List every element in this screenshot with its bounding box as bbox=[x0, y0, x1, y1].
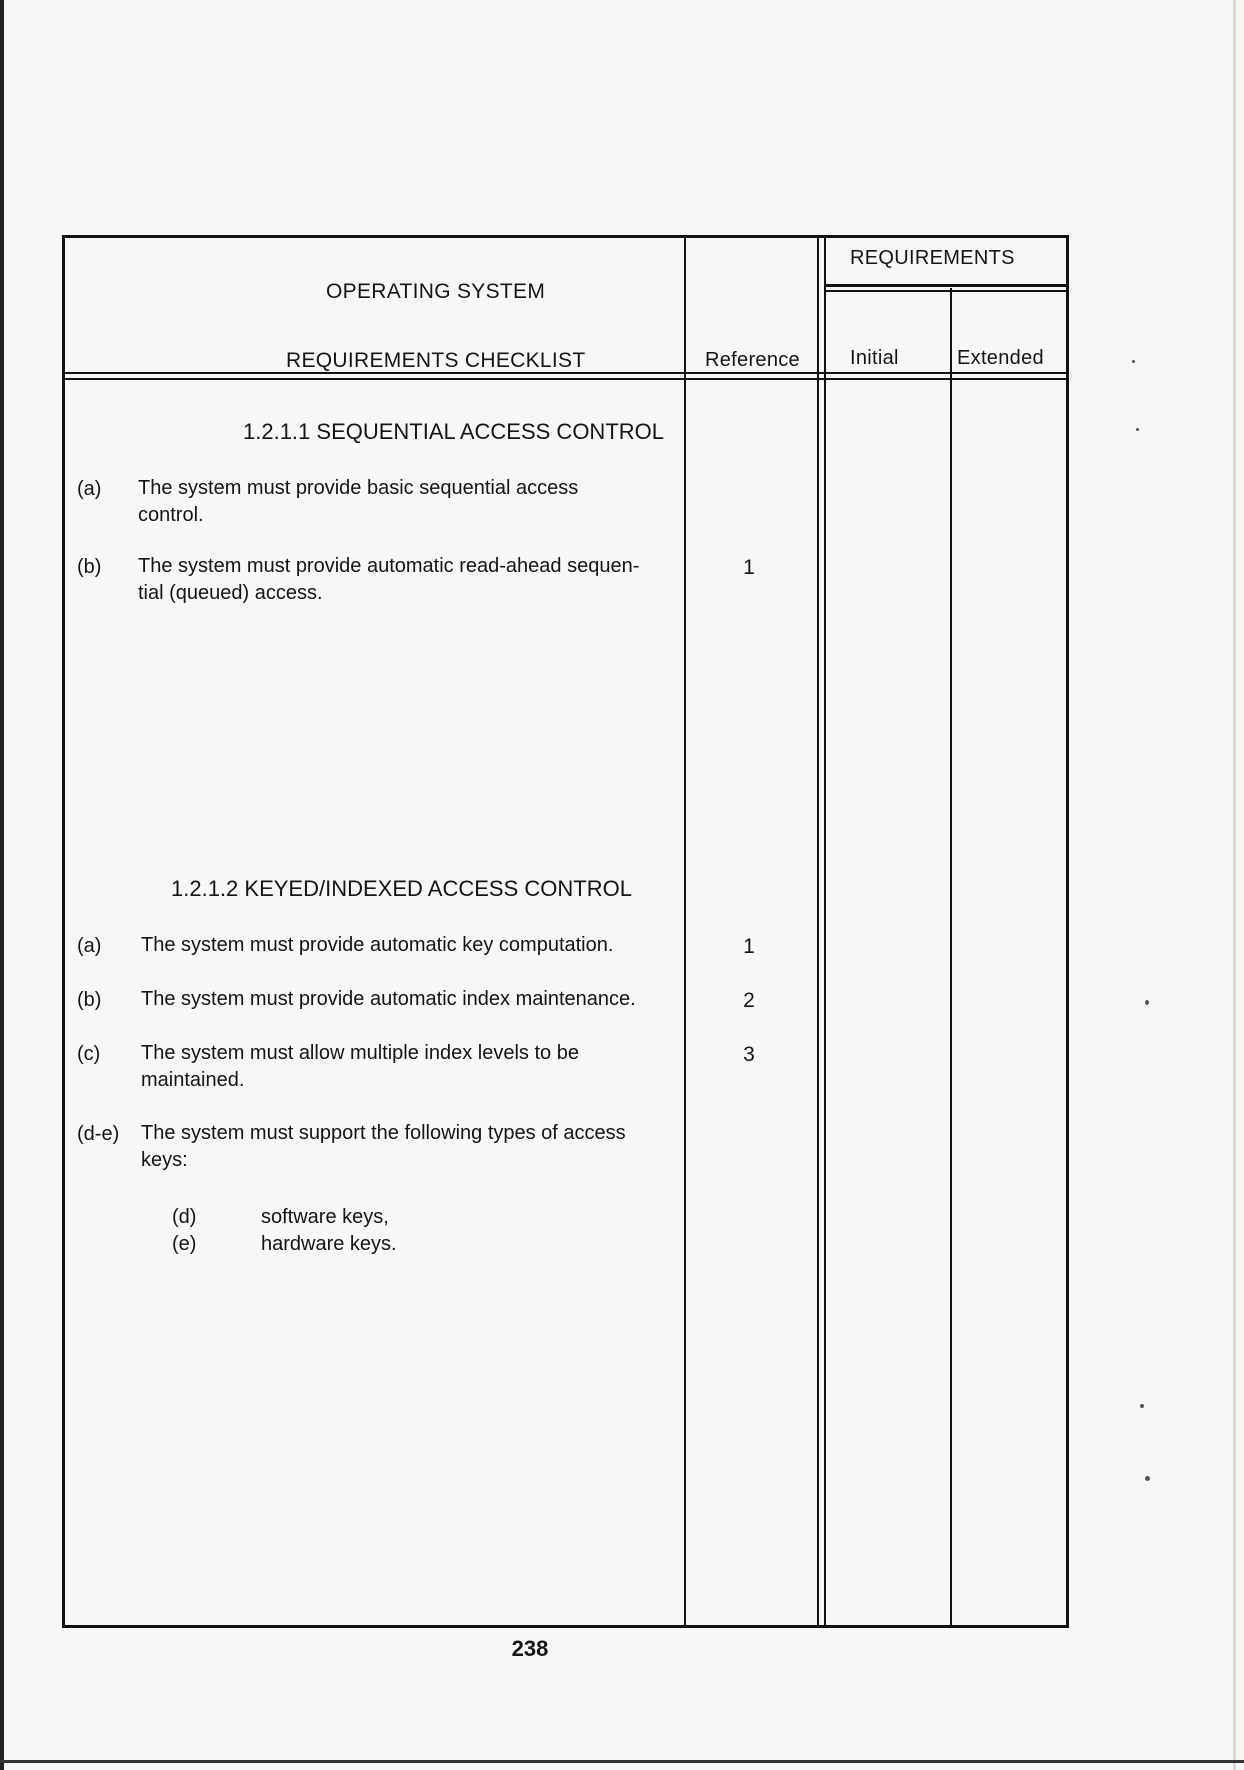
item-label: (a) bbox=[77, 935, 102, 957]
header-title-line2: REQUIREMENTS CHECKLIST bbox=[286, 349, 586, 372]
scan-speck bbox=[1136, 428, 1139, 431]
page-edge-left bbox=[0, 0, 4, 1770]
scan-speck bbox=[1145, 1476, 1150, 1481]
initial-column-header: Initial bbox=[850, 347, 899, 369]
item-reference: 2 bbox=[743, 989, 755, 1012]
requirements-column-header: REQUIREMENTS bbox=[850, 247, 1015, 269]
subitem-text: software keys, bbox=[261, 1206, 389, 1228]
section-heading-keyed-indexed: 1.2.1.2 KEYED/INDEXED ACCESS CONTROL bbox=[171, 876, 632, 901]
item-reference: 1 bbox=[743, 556, 755, 579]
item-label: (b) bbox=[77, 989, 102, 1011]
item-reference: 3 bbox=[743, 1043, 755, 1066]
subitem-label: (d) bbox=[172, 1206, 197, 1228]
section-heading-sequential: 1.2.1.1 SEQUENTIAL ACCESS CONTROL bbox=[243, 419, 664, 444]
item-text: The system must provide basic sequential access control. bbox=[138, 477, 579, 526]
item-label: (a) bbox=[77, 478, 102, 500]
scan-speck bbox=[1145, 1000, 1149, 1005]
item-label: (c) bbox=[77, 1043, 101, 1065]
scan-speck bbox=[1140, 1404, 1144, 1408]
extended-column-header: Extended bbox=[957, 347, 1044, 369]
scan-speck bbox=[1132, 360, 1135, 363]
item-label: (b) bbox=[77, 556, 102, 578]
item-text: The system must provide automatic key computation. bbox=[141, 934, 614, 956]
page-edge-right bbox=[1233, 0, 1236, 1770]
reference-column-header: Reference bbox=[705, 349, 800, 371]
header-title-line1: OPERATING SYSTEM bbox=[326, 280, 546, 303]
header-rule-double bbox=[65, 378, 1066, 380]
item-text: The system must support the following types of access keys: bbox=[141, 1122, 626, 1171]
subitem-text: hardware keys. bbox=[261, 1233, 397, 1255]
divider-initial-extended bbox=[950, 288, 952, 1625]
page-edge-bottom bbox=[0, 1760, 1244, 1763]
item-label: (d-e) bbox=[77, 1123, 120, 1145]
requirements-header-rule bbox=[824, 284, 1066, 287]
item-text: The system must provide automatic read-ahead sequen- tial (queued) access. bbox=[138, 555, 640, 604]
divider-reference-right-double bbox=[824, 238, 826, 1625]
subitem-label: (e) bbox=[172, 1233, 197, 1255]
divider-reference-right bbox=[817, 238, 819, 1625]
item-text: The system must provide automatic index maintenance. bbox=[141, 988, 636, 1010]
requirements-header-rule-2 bbox=[824, 290, 1066, 292]
divider-reference-left bbox=[684, 238, 686, 1625]
page-number: 238 bbox=[511, 1636, 549, 1661]
item-text: The system must allow multiple index levels to be maintained. bbox=[141, 1042, 579, 1091]
requirements-checklist-form bbox=[62, 235, 1069, 1628]
item-reference: 1 bbox=[743, 935, 755, 958]
